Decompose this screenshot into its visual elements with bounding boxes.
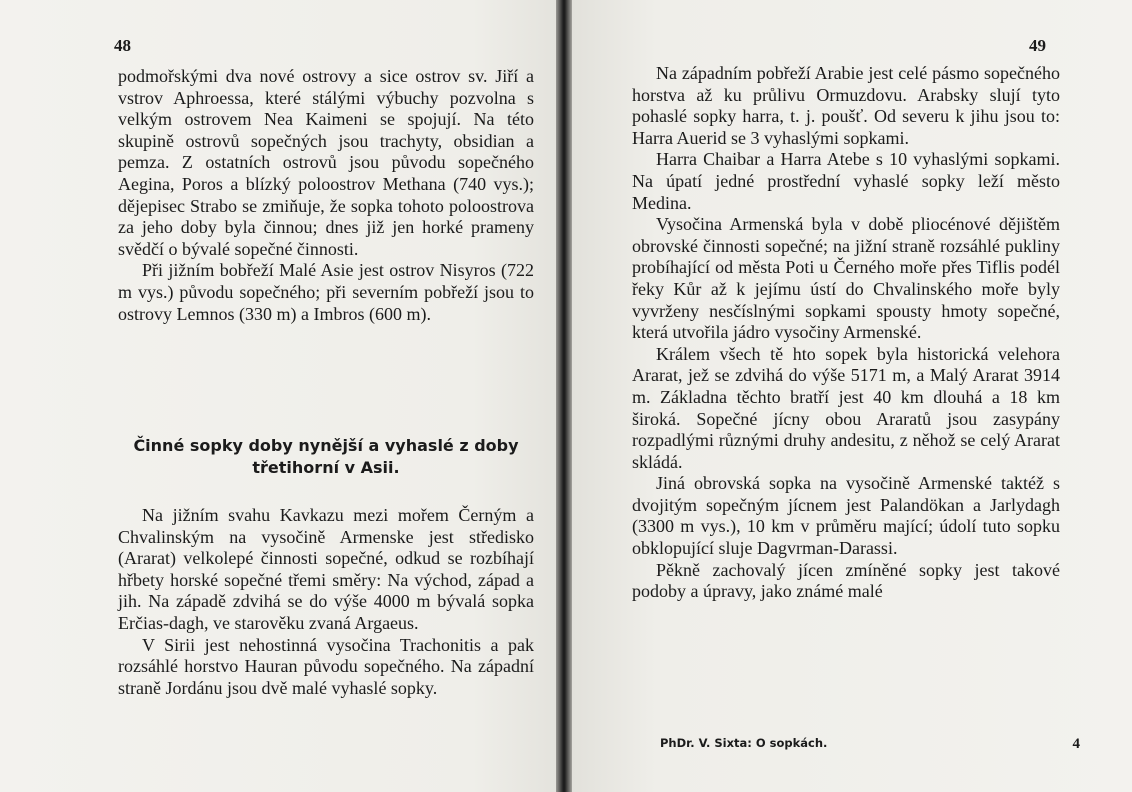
right-paragraph-5: Jiná obrovská sopka na vysočině Armenské taktéž s dvojitým sopečným jícnem jest Palandökan a Jarlydagh (3300 m vys.), 10 km v průměru mající; údolí tuto sopku obklopující sluje Dagvrman-Darassi. [632, 473, 1060, 559]
right-paragraph-4: Králem všech tě hto sopek byla historická velehora Ararat, jež se zdvihá do výše 5171 m, a Malý Ararat 3914 m. Základna těchto bratří jest 40 km dlouhá a 18 km široká. Sopečné jícny obou Araratů jsou zasypány rozpadlými různými druhy andesitu, z něhož se celý Ararat skládá. [632, 343, 1060, 472]
right-paragraph-2: Harra Chaibar a Harra Atebe s 10 vyhaslými sopkami. Na úpatí jedné prostřední vyhaslé sopky leží město Medina. [632, 149, 1060, 213]
right-paragraph-1: Na západním pobřeží Arabie jest celé pásmo sopečného horstva až ku průlivu Ormuzdovu. Arabsky slují tyto pohaslé sopky harra, t. j. poušť. Od severu k jihu jsou to: Harra Auerid se 3 vyhaslými sopkami. [632, 63, 1060, 148]
page-number-right: 49 [1029, 36, 1046, 55]
right-text [632, 63, 1060, 603]
left-paragraph-4: V Sirii jest nehostinná vysočina Trachonitis a pak rozsáhlé horstvo Hauran původu sopečného. Na západní straně Jordánu jsou dvě malé vyhaslé sopky. [118, 634, 534, 698]
left-text-bottom [118, 505, 534, 699]
left-page [0, 0, 556, 792]
footer-signature: PhDr. V. Sixta: O sopkách. [660, 736, 828, 750]
left-paragraph-1: podmořskými dva nové ostrovy a sice ostrov sv. Jiří a vstrov Aphroessa, které stálými výbuchy pozvolna s velkým ostrovem Nea Kaimeni se spojují. Na této skupině ostrovů sopečných jsou trachyty, obsidian a pemza. Z ostatních ostrovů jsou původu sopečného Aegina, Poros a blízký poloostrov Methana (740 vys.); dějepisec Strabo se zmiňuje, že sopka tohoto poloostrova za jeho doby byla činnou; dnes již jen horké prameny svědčí o bývalé sopečné činnosti. [118, 66, 534, 259]
book-gutter [556, 0, 572, 792]
right-page [572, 0, 1132, 792]
page-footer [660, 736, 1080, 753]
right-paragraph-6: Pěkně zachovalý jícen zmíněné sopky jest takové podoby a úpravy, jako známé malé [632, 559, 1060, 602]
left-text-top [118, 66, 534, 325]
section-heading: Činné sopky doby nynější a vyhaslé z doby třetihorní v Asii. [133, 436, 519, 477]
right-paragraph-3: Vysočina Armenská byla v době pliocénové dějištěm obrovské činnosti sopečné; na jižní straně rozsáhlé pukliny probíhající od města Poti u Černého moře přes Tiflis podél řeky Kůr až k jejímu ústí do Chvalinského moře byly vyvrženy nesčíslnými sopkami spousty hmoty sopečné, která utvořila jádro vysočiny Armenské. [632, 214, 1060, 343]
page-number-left: 48 [114, 36, 131, 55]
left-paragraph-2: Při jižním bobřeží Malé Asie jest ostrov Nisyros (722 m vys.) původu sopečného; při severním pobřeží jsou to ostrovy Lemnos (330 m) a Imbros (600 m). [118, 260, 534, 324]
left-paragraph-3: Na jižním svahu Kavkazu mezi mořem Černým a Chvalinským na vysočině Armenske jest středisko (Ararat) velkolepé činnosti sopečné, odkud se rozbíhají hřbety horské sopečné třemi směry: Na východ, západ a jih. Na západě zdvihá se do výše 4000 m bývalá sopka Erčias-dagh, ve starověku zvaná Argaeus. [118, 505, 534, 633]
footer-sheet-number: 4 [1072, 736, 1080, 752]
